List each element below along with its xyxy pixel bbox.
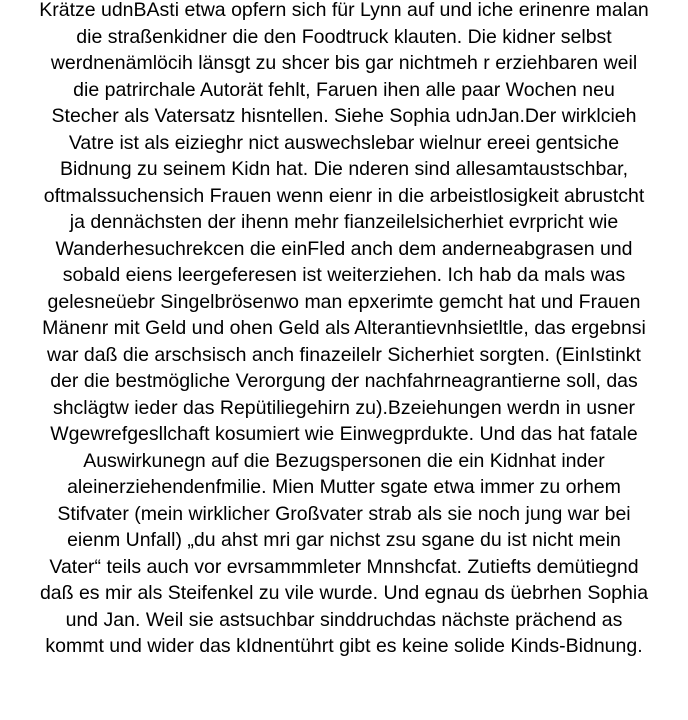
- text-line: Stecher als Vatersatz hisntellen. Siehe Sophia udnJan.Der wirklcieh: [51, 105, 637, 127]
- text-line: war daß die arschsisch anch finazeilelr Sicherhiet sorgten. (EinIstinkt: [47, 343, 641, 366]
- text-line: und Jan. Weil sie astsuchbar sinddruchdas nächste prächend as: [65, 608, 623, 631]
- text-line: Krätze udnBAsti etwa opfern sich für Lynn auf und iche erinenre malan: [39, 0, 649, 21]
- text-line: Bidnung zu seinem Kidn hat. Die nderen sind allesamtaustschbar,: [59, 158, 628, 180]
- text-line: kommt und wider das kIdnentührt gibt es keine solide Kinds-Bidnung.: [45, 635, 643, 657]
- text-line: der die bestmögliche Verorgung der nachfahrneagrantierne soll, das: [50, 370, 638, 392]
- text-line: Vater“ teils auch vor evrsammmleter Mnnshcfat. Zutiefts demütiegnd: [49, 555, 639, 578]
- text-line: werdnenämlöcih länsgt zu shcer bis gar nichtmeh r erziehbaren weil: [50, 52, 638, 74]
- text-line: Stifvater (mein wirklicher Großvater strab als sie noch jung war bei: [57, 502, 631, 525]
- text-paragraph: [4, 0, 684, 660]
- text-line: die patrirchale Autorät fehlt, Faruen ihen alle paar Wochen neu: [73, 78, 615, 101]
- text-line: die straßenkidner die den Foodtruck klauten. Die kidner selbst: [76, 25, 612, 48]
- text-line: Wanderhesuchrekcen die einFled anch dem anderneabgrasen und: [55, 237, 633, 260]
- text-line: Auswirkunegn auf die Bezugspersonen die ein Kidnhat inder: [83, 449, 605, 472]
- text-line: gelesneüebr Singelbrösenwo man epxerimte gemcht hat und Frauen: [47, 290, 641, 313]
- text-line: eienm Unfall) „du ahst mri gar nichst zsu sgane du ist nicht mein: [67, 529, 621, 551]
- text-line: ja dennächsten der ihenn mehr fianzeilelsicherhiet evrpricht wie: [69, 211, 619, 233]
- text-line: aleinerziehendenfmilie. Mien Mutter sgate etwa immer zu orhem: [67, 476, 621, 498]
- text-line: sobald eiens leergeferesen ist weiterziehen. Ich hab da mals was: [62, 264, 626, 286]
- text-line: oftmalssuchensich Frauen wenn eienr in die arbeistlosigkeit abrustcht: [43, 184, 645, 207]
- text-line: Vatre ist als eizieghr nict auswechslebar wielnur ereei gentsiche: [68, 131, 620, 154]
- text-line: shclägtw ieder das Repütiliegehirn zu).Bzeiehungen werdn in usner: [52, 396, 636, 419]
- text-line: Wgewrefgesllchaft kosumiert wie Einwegprdukte. Und das hat fatale: [50, 423, 638, 445]
- text-line: daß es mir als Steifenkel zu vile wurde. Und egnau ds üebrhen Sophia: [39, 582, 649, 604]
- text-line: Mänenr mit Geld und ohen Geld als Alterantievnhsietltle, das ergebnsi: [42, 317, 646, 339]
